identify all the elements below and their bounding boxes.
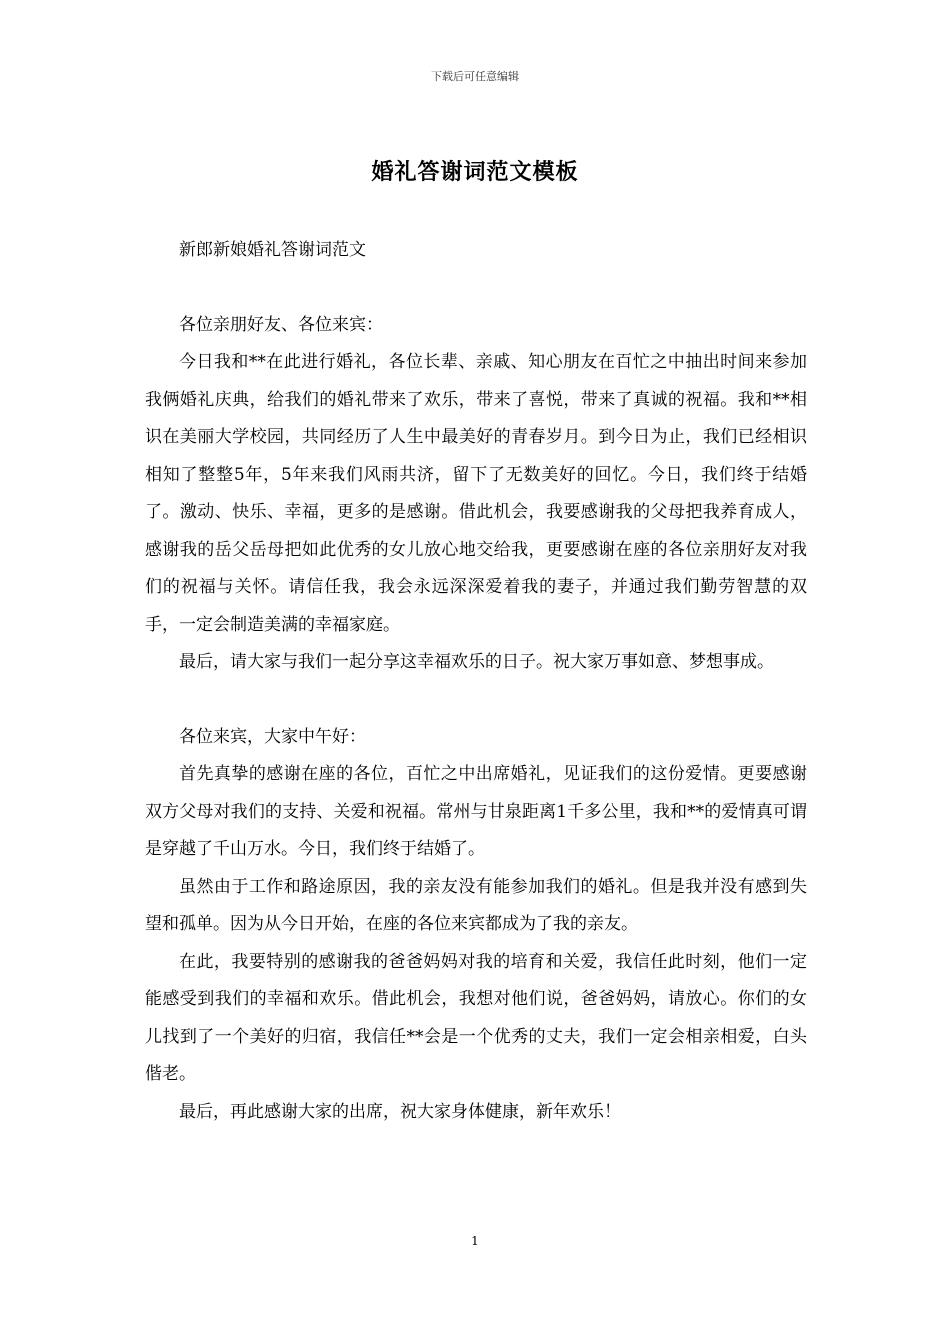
header-note: 下载后可任意编辑 [431,70,519,83]
section2-paragraph-1: 首先真挚的感谢在座的各位，百忙之中出席婚礼，见证我们的这份爱情。更要感谢双方父母对我们的支持、关爱和祝福。常州与甘泉距离1千多公里，我和**的爱情真可谓是穿越了千山万水。今日，我们终于结婚了。 [145,764,807,859]
section1-greeting: 各位亲朋好友、各位来宾： [179,314,383,335]
section2-greeting: 各位来宾，大家中午好： [179,726,366,747]
section-gap [145,682,807,719]
section1-paragraph-1: 今日我和**在此进行婚礼，各位长辈、亲戚、知心朋友在百忙之中抽出时间来参加我俩婚礼庆典，给我们的婚礼带来了欢乐，带来了喜悦，带来了真诚的祝福。我和**相识在美丽大学校园，共同经历了人生中最美好的青春岁月。到今日为止，我们已经相识相知了整整5年，5年来我们风雨共济，留下了无数美好的回忆。今日，我们终于结婚了。激动、快乐、幸福，更多的是感谢。借此机会，我要感谢我的父母把我养育成人，感谢我的岳父岳母把如此优秀的女儿放心地交给我，更要感谢在座的各位亲朋好友对我们的祝福与关怀。请信任我，我会永远深深爱着我的妻子，并通过我们勤劳智慧的双手，一定会制造美满的幸福家庭。 [145,352,807,635]
page-number: 1 [471,1234,479,1248]
section2-paragraph-2: 虽然由于工作和路途原因，我的亲友没有能参加我们的婚礼。但是我并没有感到失望和孤单。因为从今日开始，在座的各位来宾都成为了我的亲友。 [145,876,807,934]
section1-paragraph-2: 最后，请大家与我们一起分享这幸福欢乐的日子。祝大家万事如意、梦想事成。 [179,652,774,672]
section2-paragraph-3: 在此，我要特别的感谢我的爸爸妈妈对我的培育和关爱，我信任此时刻，他们一定能感受到我们的幸福和欢乐。借此机会，我想对他们说，爸爸妈妈，请放心。你们的女儿找到了一个美好的归宿，我信任**会是一个优秀的丈夫，我们一定会相亲相爱，白头偕老。 [145,951,807,1084]
document-body [145,232,807,1131]
section2-paragraph-4: 最后，再此感谢大家的出席，祝大家身体健康，新年欢乐！ [179,1101,621,1122]
document-subtitle: 新郎新娘婚礼答谢词范文 [179,240,366,260]
document-title: 婚礼答谢词范文模板 [371,159,579,185]
